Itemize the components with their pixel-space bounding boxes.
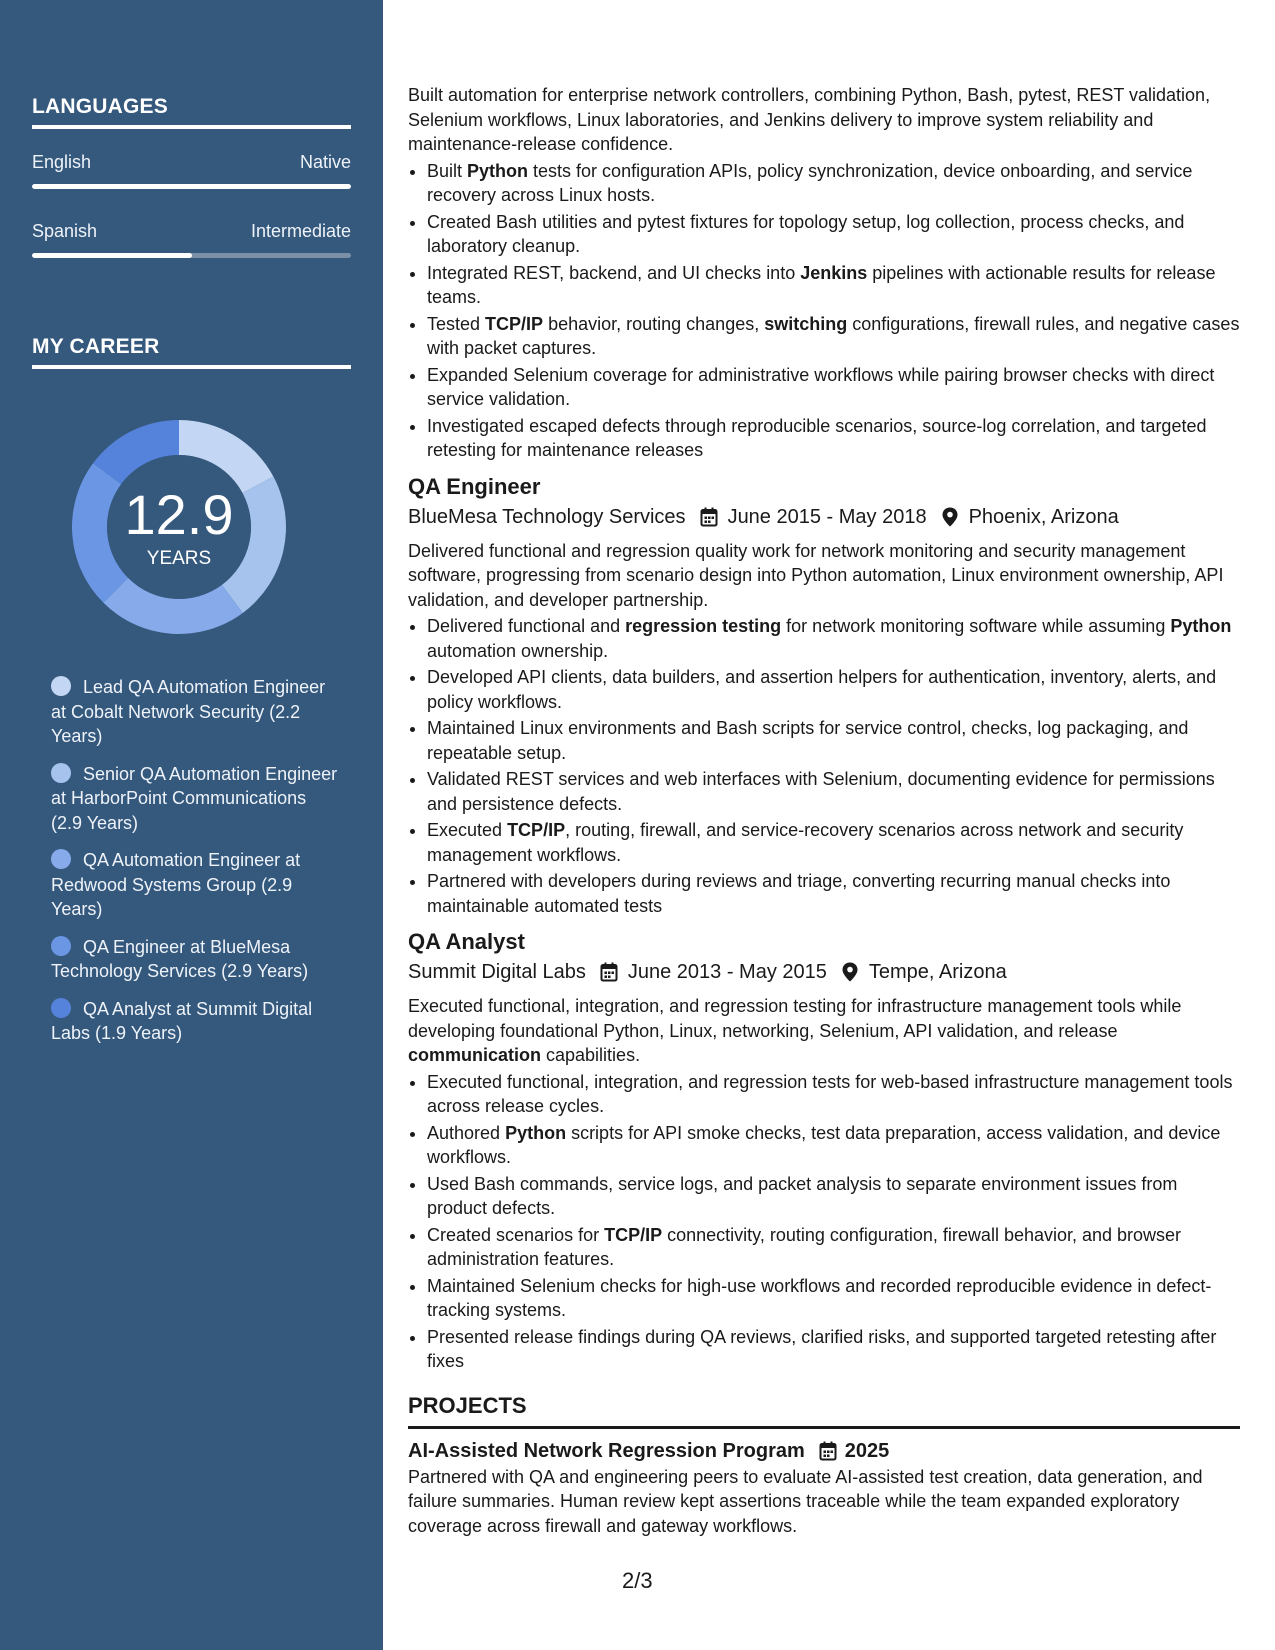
job-summary: Delivered functional and regression quality work for network monitoring and security management software, progressing from scenario design into Python automation, Linux environment ownership, API validation, and developer partnership.	[408, 540, 1224, 610]
main-content	[408, 83, 1240, 1540]
bullet-item: • Expanded Selenium coverage for administrative workflows while pairing browser checks with direct service validation.	[427, 363, 1240, 412]
project-title: AI-Assisted Network Regression Program	[408, 1439, 805, 1462]
job-company: Summit Digital Labs	[408, 961, 586, 983]
legend-dot	[51, 936, 71, 956]
job-location: Tempe, Arizona	[868, 961, 1007, 983]
bullet-item: • Created scenarios for TCP/IP connectivity, routing configuration, firewall behavior, and browser administration features.	[427, 1223, 1240, 1272]
job-company: BlueMesa Technology Services	[408, 505, 686, 528]
bullet-item: • Developed API clients, data builders, and assertion helpers for authentication, inventory, alerts, and policy workflows.	[427, 665, 1240, 714]
calendar-icon	[600, 962, 618, 982]
language-row-english	[32, 152, 351, 173]
language-bar-spanish	[32, 253, 351, 258]
career-legend-item	[51, 848, 341, 922]
career-legend-item	[51, 997, 341, 1046]
language-row-spanish	[32, 221, 351, 242]
calendar-icon	[819, 1441, 837, 1461]
job-bullets	[408, 1070, 1240, 1374]
intro-bullets	[408, 159, 1240, 463]
language-bar-english	[32, 184, 351, 189]
career-years-label: YEARS	[146, 548, 212, 569]
job-summary: Executed functional, integration, and regression testing for infrastructure management tools while developing foundational Python, Linux, networking, Selenium, API validation, and release communication capabilities.	[408, 996, 1182, 1065]
bullet-item: • Integrated REST, backend, and UI checks into Jenkins pipelines with actionable results for release teams.	[427, 261, 1240, 310]
bullet-item: • Tested TCP/IP behavior, routing changes, switching configurations, firewall rules, and negative cases with packet captures.	[427, 312, 1240, 361]
career-heading: MY CAREER	[32, 335, 351, 369]
legend-dot	[51, 998, 71, 1018]
bullet-item: • Executed functional, integration, and regression tests for web-based infrastructure management tools across release cycles.	[427, 1070, 1240, 1119]
bullet-item: • Presented release findings during QA reviews, clarified risks, and supported targeted retesting after fixes	[427, 1325, 1240, 1374]
bullet-item: • Partnered with developers during reviews and triage, converting recurring manual checks into maintainable automated tests	[427, 869, 1240, 918]
job-title: QA Engineer	[408, 473, 541, 499]
location-pin-icon	[841, 962, 859, 982]
job-dates: June 2015 - May 2018	[727, 505, 927, 528]
bullet-item: • Validated REST services and web interfaces with Selenium, documenting evidence for permissions and persistence defects.	[427, 767, 1240, 816]
language-name: English	[32, 152, 92, 172]
legend-dot	[51, 849, 71, 869]
legend-label: QA Engineer at BlueMesa Technology Services (2.9 Years)	[51, 936, 309, 981]
bullet-item: • Created Bash utilities and pytest fixtures for topology setup, log collection, process checks, and laboratory cleanup.	[427, 210, 1240, 259]
job-location: Phoenix, Arizona	[968, 505, 1119, 528]
legend-dot	[51, 763, 71, 783]
bullet-item: • Built Python tests for configuration APIs, policy synchronization, device onboarding, and service recovery across Linux hosts.	[427, 159, 1240, 208]
location-pin-icon	[941, 507, 959, 527]
legend-label: Lead QA Automation Engineer at Cobalt Network Security (2.2 Years)	[51, 677, 326, 746]
sidebar	[0, 0, 383, 1650]
bullet-item: • Investigated escaped defects through reproducible scenarios, source-log correlation, and targeted retesting for maintenance releases	[427, 414, 1240, 463]
language-bar-fill	[32, 253, 192, 258]
language-level: Native	[299, 152, 351, 172]
legend-dot	[51, 676, 71, 696]
career-legend-item	[51, 935, 341, 984]
job-dates: June 2013 - May 2015	[627, 961, 827, 983]
bullet-item: • Maintained Linux environments and Bash scripts for service control, checks, log packaging, and repeatable setup.	[427, 716, 1240, 765]
page-number-text: 2/3	[622, 1568, 653, 1593]
languages-heading: LANGUAGES	[32, 95, 351, 129]
job-title: QA Analyst	[408, 929, 525, 954]
language-name: Spanish	[32, 221, 98, 241]
project-title-row	[408, 1437, 1240, 1465]
bullet-item: • Used Bash commands, service logs, and packet analysis to separate environment issues from product defects.	[427, 1172, 1240, 1221]
project-description: Partnered with QA and engineering peers to evaluate AI-assisted test creation, data generation, and failure summaries. Human review kept assertions traceable while the team expanded exploratory coverage across firewall and gateway workflows.	[408, 1466, 1203, 1536]
job-bullets	[408, 614, 1240, 918]
career-legend	[51, 675, 341, 1059]
intro-summary: Built automation for enterprise network controllers, combining Python, Bash, pytest, REST validation, Selenium workflows, Linux laboratories, and Jenkins delivery to improve system reliability and maintenance-release confidence.	[408, 85, 1211, 154]
projects-heading: PROJECTS	[408, 1392, 1240, 1429]
legend-label: Senior QA Automation Engineer at HarborPoint Communications (2.9 Years)	[51, 763, 338, 833]
bullet-item: • Authored Python scripts for API smoke checks, test data preparation, access validation, and device workflows.	[427, 1121, 1240, 1170]
bullet-item: • Maintained Selenium checks for high-use workflows and recorded reproducible evidence in defect-tracking systems.	[427, 1274, 1240, 1323]
legend-label: QA Analyst at Summit Digital Labs (1.9 Years)	[51, 998, 313, 1043]
job-meta	[408, 958, 1240, 986]
project-year: 2025	[844, 1439, 890, 1462]
career-legend-item	[51, 675, 341, 749]
bullet-item: • Delivered functional and regression testing for network monitoring software while assuming Python automation ownership.	[427, 614, 1240, 663]
language-level: Intermediate	[250, 221, 351, 241]
legend-label: QA Automation Engineer at Redwood Systems Group (2.9 Years)	[51, 850, 301, 919]
language-bar-fill	[32, 184, 351, 189]
career-total-years: 12.9	[124, 483, 234, 546]
calendar-icon	[700, 507, 718, 527]
career-legend-item	[51, 762, 341, 836]
job-meta	[408, 503, 1240, 531]
bullet-item: • Executed TCP/IP, routing, firewall, and service-recovery scenarios across network and security management workflows.	[427, 818, 1240, 867]
